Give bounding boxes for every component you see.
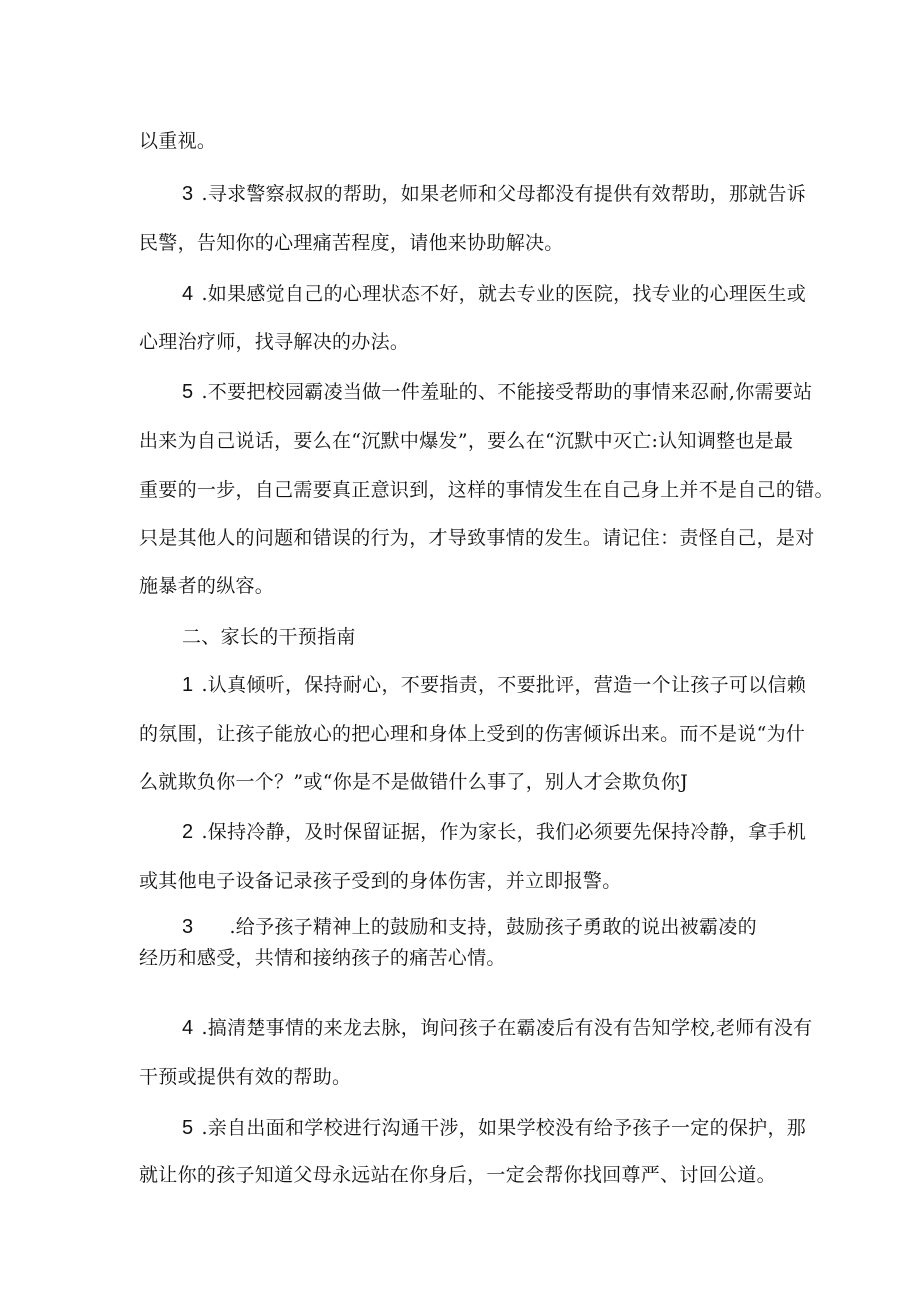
item-number: 3	[182, 183, 194, 205]
text-line: 施暴者的纵容。	[139, 575, 275, 597]
item-number: 4	[182, 1017, 194, 1039]
text-line: 经历和感受，共情和接纳孩子的痛苦心情。	[139, 947, 506, 969]
list-item-4-line: 4 .如果感觉自己的心理状态不好，就去专业的医院，找专业的心理医生或	[182, 283, 807, 305]
list-item-3-line: 3 .寻求警察叔叔的帮助，如果老师和父母都没有提供有效帮助，那就告诉	[182, 183, 807, 205]
list-item-4-line: 4 .搞清楚事情的来龙去脉，询问孩子在霸凌后有没有告知学校,老师有没有	[182, 1017, 813, 1039]
text-line: 就让你的孩子知道父母永远站在你身后，一定会帮你找回尊严、讨回公道。	[139, 1164, 776, 1186]
list-item-3-line: 3 .给予孩子精神上的鼓励和支持，鼓励孩子勇敢的说出被霸凌的	[182, 916, 757, 938]
item-number: 3	[182, 916, 194, 938]
list-item-5-line: 5 .不要把校园霸凌当做一件羞耻的、不能接受帮助的事情来忍耐,你需要站	[182, 381, 813, 403]
section-heading: 二、家长的干预指南	[182, 626, 356, 648]
text-line: 心理治疗师，找寻解决的办法。	[139, 331, 410, 353]
item-number: 5	[182, 1117, 194, 1139]
list-item-5-line: 5 .亲自出面和学校进行沟通干涉，如果学校没有给予孩子一定的保护，那	[182, 1117, 807, 1139]
text-line: 的氛围，让孩子能放心的把心理和身体上受到的伤害倾诉出来。而不是说“为什	[139, 723, 806, 745]
text-line: 或其他电子设备记录孩子受到的身体伤害，并立即报警。	[139, 870, 622, 892]
list-item-1-line: 1 .认真倾听，保持耐心，不要指责，不要批评，营造一个让孩子可以信赖	[182, 674, 807, 696]
text-line: 重要的一步，自己需要真正意识到，这样的事情发生在自己身上并不是自己的错。	[139, 479, 834, 501]
item-number: 5	[182, 381, 194, 403]
text-line: 只是其他人的问题和错误的行为，才导致事情的发生。请记住：责怪自己，是对	[139, 527, 815, 549]
text-line: 出来为自己说话，要么在“沉默中爆发”，要么在“沉默中灭亡:认知调整也是最	[139, 430, 794, 452]
text-line: 么就欺负你一个？”或“你是不是做错什么事了，别人才会欺负你J	[139, 771, 689, 793]
item-number: 2	[182, 821, 194, 843]
item-number: 1	[182, 674, 194, 696]
text-line: 民警，告知你的心理痛苦程度，请他来协助解决。	[139, 232, 564, 254]
item-number: 4	[182, 283, 194, 305]
list-item-2-line: 2 .保持冷静，及时保留证据，作为家长，我们必须要先保持冷静，拿手机	[182, 821, 807, 843]
text-line: 干预或提供有效的帮助。	[139, 1066, 352, 1088]
text-line: 以重视。	[139, 130, 217, 152]
